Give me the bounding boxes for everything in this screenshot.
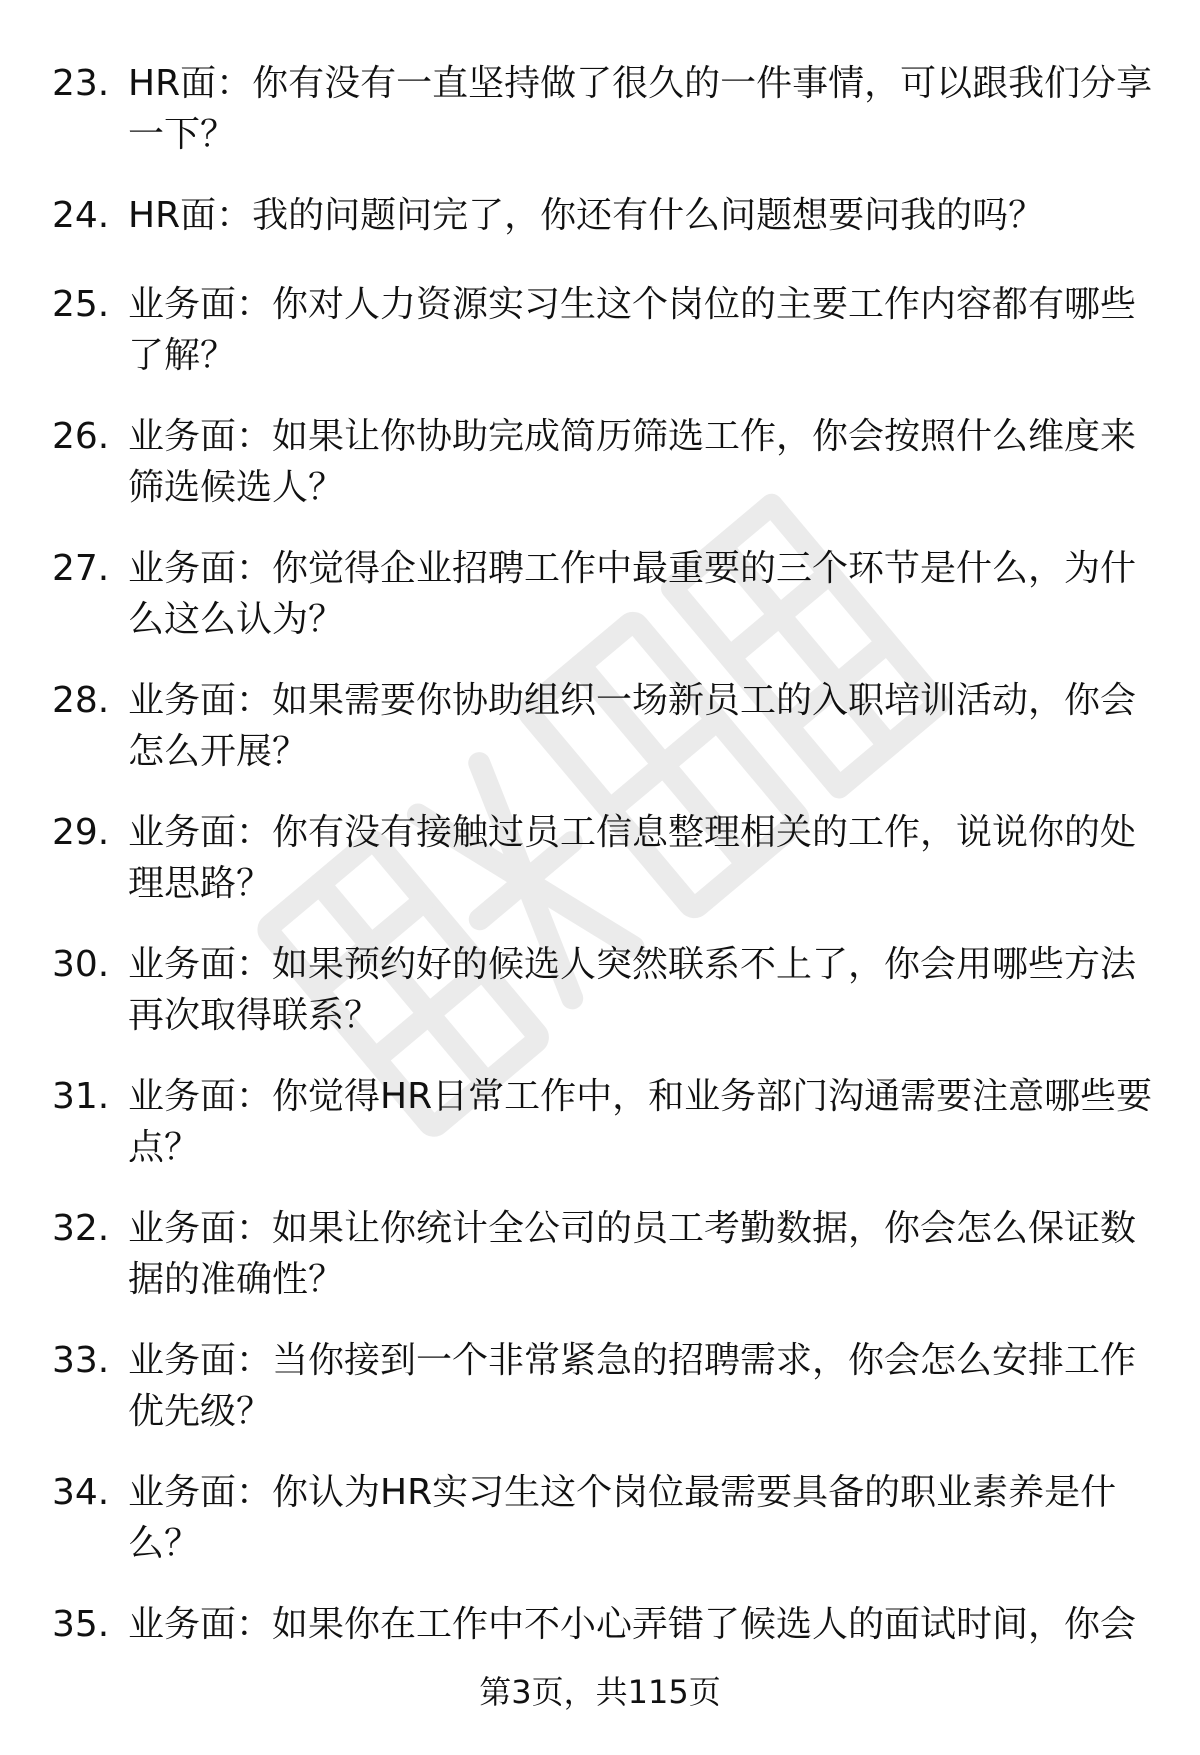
question-text: 业务面：当你接到一个非常紧急的招聘需求，你会怎么安排工作优先级？ bbox=[128, 1340, 1137, 1432]
question-number: 23. bbox=[52, 63, 110, 104]
question-text: 业务面：你对人力资源实习生这个岗位的主要工作内容都有哪些了解？ bbox=[128, 284, 1137, 376]
question-item bbox=[52, 190, 1162, 241]
question-text: 业务面：如果你在工作中不小心弄错了候选人的面试时间，你会 bbox=[128, 1604, 1137, 1645]
question-number: 35. bbox=[52, 1604, 110, 1645]
question-item bbox=[52, 543, 1162, 645]
question-text: 业务面：如果预约好的候选人突然联系不上了，你会用哪些方法再次取得联系？ bbox=[128, 944, 1137, 1036]
question-item bbox=[52, 1071, 1162, 1173]
question-number: 24. bbox=[52, 195, 110, 236]
question-list bbox=[52, 58, 1162, 1680]
question-number: 27. bbox=[52, 548, 110, 589]
question-number: 28. bbox=[52, 680, 110, 721]
question-text: 业务面：你有没有接触过员工信息整理相关的工作，说说你的处理思路？ bbox=[128, 812, 1137, 904]
question-number: 33. bbox=[52, 1340, 110, 1381]
question-number: 30. bbox=[52, 944, 110, 985]
question-number: 31. bbox=[52, 1076, 110, 1117]
question-number: 34. bbox=[52, 1472, 110, 1513]
question-item bbox=[52, 1203, 1162, 1305]
question-item bbox=[52, 1599, 1162, 1650]
question-number: 29. bbox=[52, 812, 110, 853]
question-number: 26. bbox=[52, 416, 110, 457]
question-number: 32. bbox=[52, 1208, 110, 1249]
question-item bbox=[52, 279, 1162, 381]
question-item bbox=[52, 939, 1162, 1041]
question-text: 业务面：如果让你协助完成简历筛选工作，你会按照什么维度来筛选候选人？ bbox=[128, 416, 1137, 508]
question-item bbox=[52, 411, 1162, 513]
question-item bbox=[52, 807, 1162, 909]
page-footer: 第3页，共115页 bbox=[479, 1673, 721, 1711]
question-item bbox=[52, 58, 1162, 160]
question-item bbox=[52, 675, 1162, 777]
question-text: HR面：我的问题问完了，你还有什么问题想要问我的吗？ bbox=[128, 195, 1045, 236]
question-text: 业务面：如果需要你协助组织一场新员工的入职培训活动，你会怎么开展？ bbox=[128, 680, 1137, 772]
question-text: HR面：你有没有一直坚持做了很久的一件事情，可以跟我们分享一下？ bbox=[128, 63, 1153, 155]
question-text: 业务面：你觉得HR日常工作中，和业务部门沟通需要注意哪些要点？ bbox=[128, 1076, 1153, 1168]
question-item bbox=[52, 1335, 1162, 1437]
question-text: 业务面：如果让你统计全公司的员工考勤数据，你会怎么保证数据的准确性？ bbox=[128, 1208, 1137, 1300]
question-text: 业务面：你认为HR实习生这个岗位最需要具备的职业素养是什么？ bbox=[128, 1472, 1117, 1564]
question-text: 业务面：你觉得企业招聘工作中最重要的三个环节是什么，为什么这么认为？ bbox=[128, 548, 1137, 640]
question-item bbox=[52, 1467, 1162, 1569]
question-number: 25. bbox=[52, 284, 110, 325]
